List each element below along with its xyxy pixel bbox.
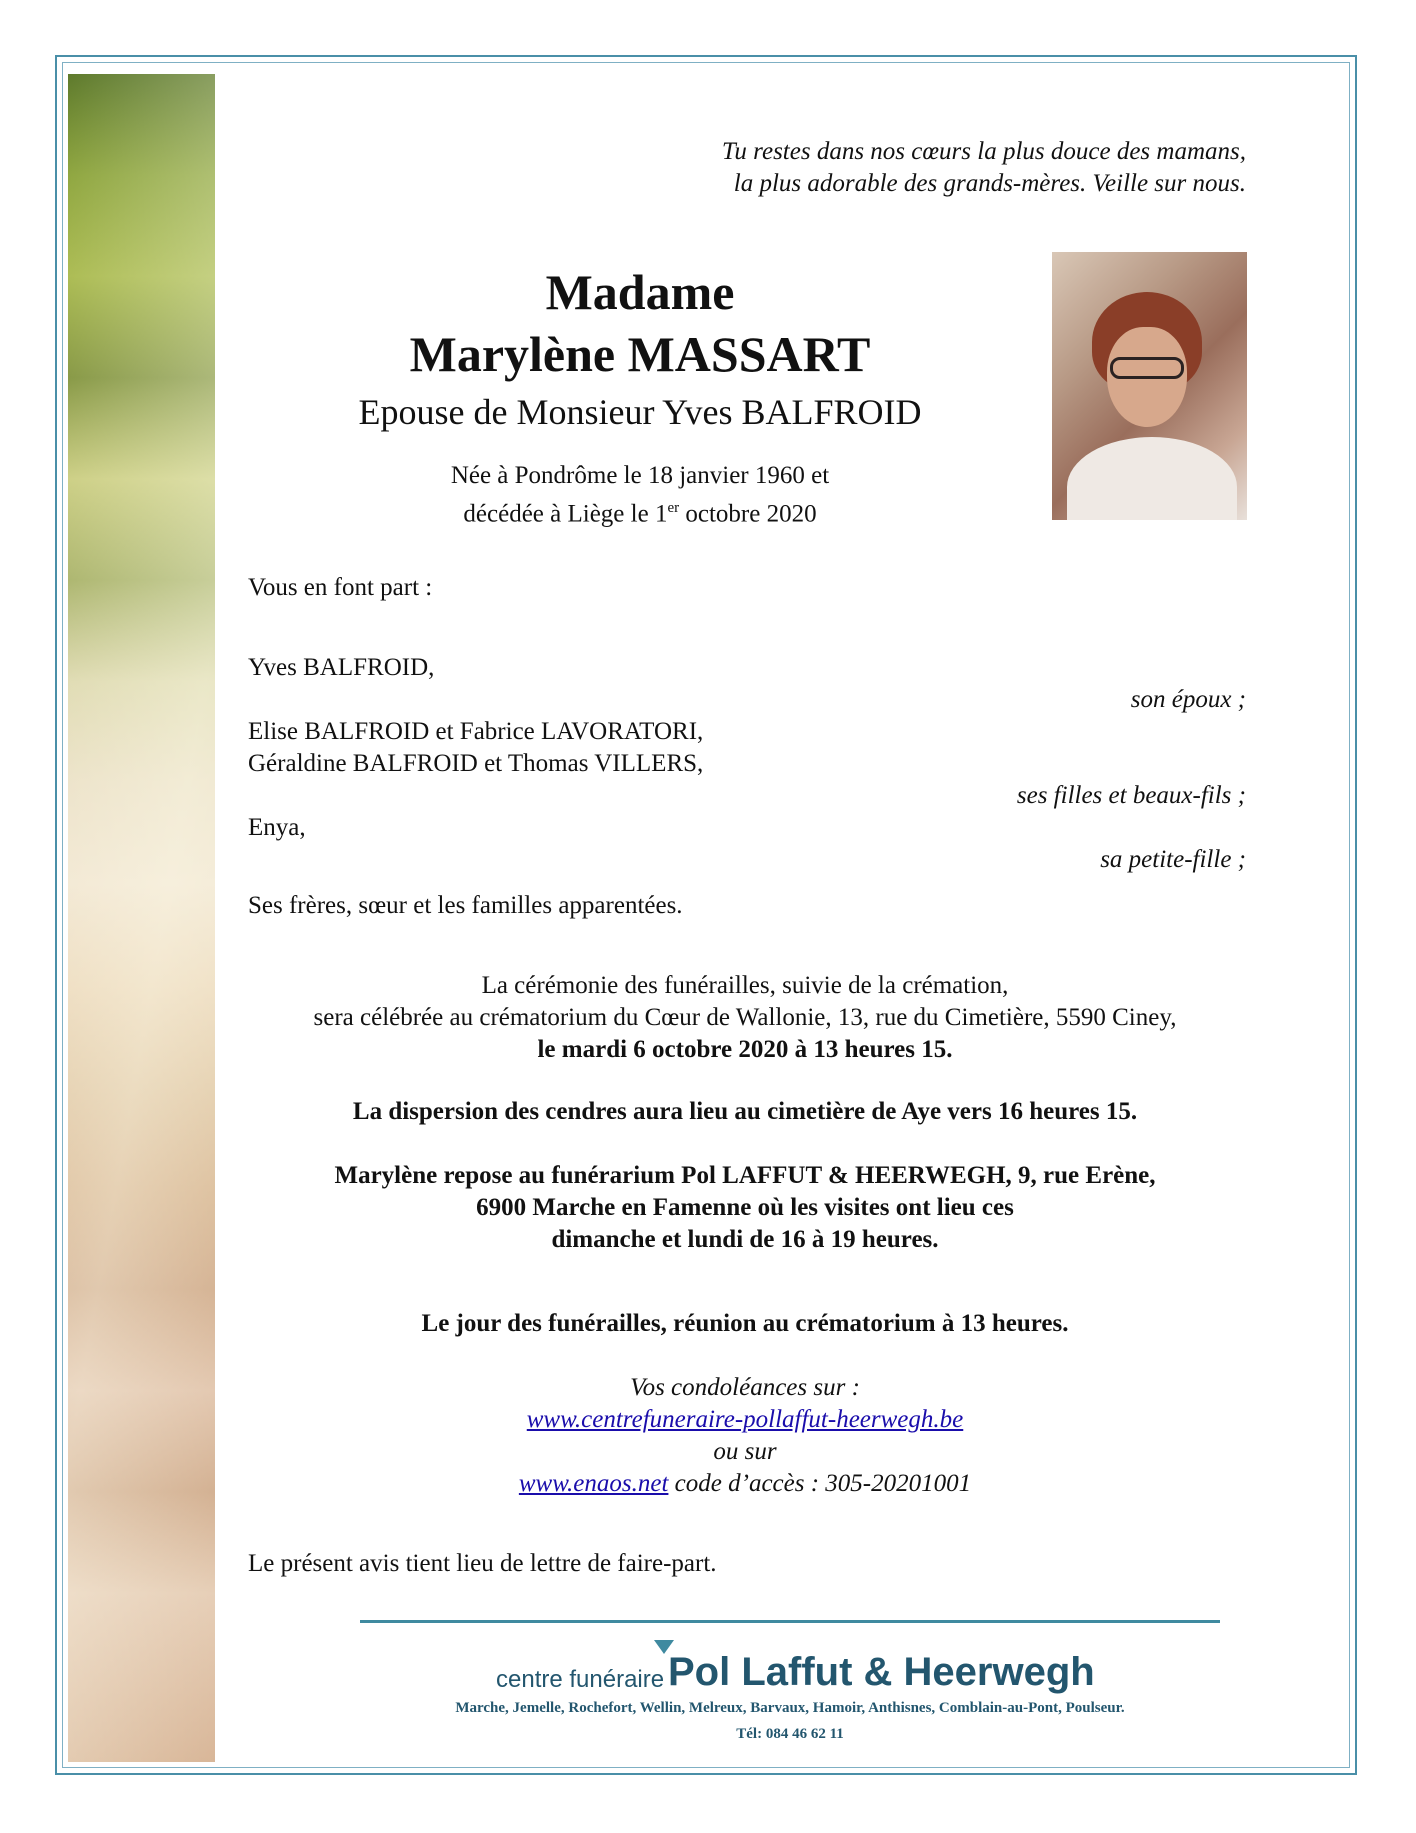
condolences-link-2[interactable]: www.enaos.net (518, 1470, 669, 1497)
condolences-intro: Vos condoléances sur : (630, 1374, 860, 1401)
epigraph-line-2: la plus adorable des grands-mères. Veille sur nous. (733, 170, 1246, 197)
access-code: code d’accès : 305-20201001 (668, 1470, 972, 1497)
ceremony-line-2: sera célébrée au crématorium du Cœur de Wallonie, 13, rue du Cimetière, 5590 Ciney, (313, 1004, 1177, 1031)
dispersion-line: La dispersion des cendres aura lieu au cimetière de Aye vers 16 heures 15. (352, 1098, 1138, 1125)
meeting-line: Le jour des funérailles, réunion au crématorium à 13 heures. (421, 1310, 1069, 1337)
family-name: Yves BALFROID, (248, 654, 435, 681)
announcement-intro: Vous en font part : (248, 574, 433, 601)
epigraph-line-1: Tu restes dans nos cœurs la plus douce des mamans, (721, 138, 1246, 165)
family-name: Géraldine BALFROID et Thomas VILLERS, (248, 750, 704, 777)
footer-towns: Marche, Jemelle, Rochefort, Wellin, Melreux, Barvaux, Hamoir, Anthisnes, Comblain-au-Pont, Poulseur. (455, 1700, 1125, 1716)
family-name: Enya, (248, 814, 306, 841)
death-line-superscript: er (667, 500, 680, 516)
logo-title: Pol Laffut & Heerwegh (668, 1650, 1095, 1694)
death-line-text-end: octobre 2020 (679, 500, 817, 528)
family-name: Elise BALFROID et Fabrice LAVORATORI, (248, 718, 704, 745)
deceased-name: Marylène MASSART (409, 326, 871, 382)
closing-line: Le présent avis tient lieu de lettre de faire-part. (248, 1550, 717, 1577)
rest-line-1: Marylène repose au funérarium Pol LAFFUT & HEERWEGH, 9, rue Erène, (334, 1162, 1156, 1189)
death-line-text: décédée à Liège le 1 (463, 500, 668, 528)
forest-path-image (68, 74, 215, 1762)
birth-line: Née à Pondrôme le 18 janvier 1960 et (450, 462, 830, 489)
rest-line-3: dimanche et lundi de 16 à 19 heures. (551, 1226, 939, 1253)
family-relation: ses filles et beaux-fils ; (1016, 782, 1246, 809)
logo-subtitle: centre funéraire (496, 1666, 665, 1693)
condolences-or: ou sur (713, 1438, 777, 1465)
ceremony-date: le mardi 6 octobre 2020 à 13 heures 15. (537, 1036, 953, 1063)
portrait-photo (1052, 252, 1247, 520)
ceremony-line-1: La cérémonie des funérailles, suivie de la crémation, (481, 972, 1009, 999)
condolences-link-1[interactable]: www.centrefuneraire-pollaffut-heerwegh.be (526, 1406, 964, 1433)
footer-phone: Tél: 084 46 62 11 (736, 1726, 844, 1742)
logo-rule (360, 1620, 1220, 1623)
death-line (240, 492, 1040, 530)
rest-line-2: 6900 Marche en Famenne où les visites ont lieu ces (476, 1194, 1014, 1221)
family-relation: son époux ; (1130, 686, 1246, 713)
family-relation: sa petite-fille ; (1100, 846, 1246, 873)
deceased-title: Madame (545, 264, 735, 320)
spouse-line: Epouse de Monsieur Yves BALFROID (358, 392, 922, 432)
condolences-link-line (240, 1404, 1250, 1436)
condolences-code-line (240, 1468, 1250, 1500)
other-relatives: Ses frères, sœur et les familles apparentées. (248, 892, 683, 919)
